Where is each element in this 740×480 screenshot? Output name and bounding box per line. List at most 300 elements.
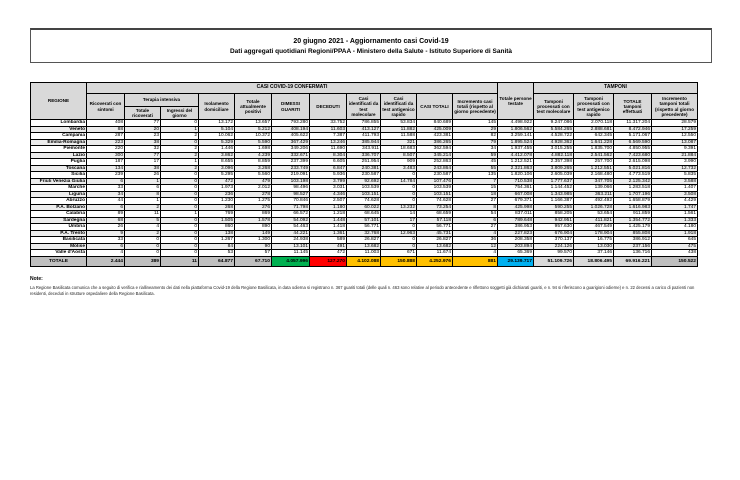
data-cell: 54.092 [272,217,310,224]
data-cell: 278 [235,191,272,198]
data-cell: 3.862 [199,152,235,159]
total-data-cell: 64.877 [199,256,235,266]
data-cell: 6.605 [310,159,347,166]
data-cell: 1 [161,126,199,133]
data-cell: 38 [125,139,161,146]
data-cell: 98.527 [272,191,310,198]
data-cell: 3.483 [381,165,417,172]
data-cell: 4.346 [310,191,347,198]
header-isolamento: Isolamento domiciliare [199,94,235,120]
data-cell: 16.775 [574,237,614,244]
data-cell: 1.144.452 [534,185,574,192]
data-cell: 38 [125,165,161,172]
data-cell: 3.799 [310,178,347,185]
data-cell: 11.003 [347,250,381,257]
total-data-cell: 4.252.976 [417,256,453,266]
report-subtitle: Dati aggregati quotidiani Regioni/PPAA - Ministero della Salute - Istituto Superiore di Sanità [229,47,513,55]
note-text: La Regione Basilicata comunica che a seguito di verifica e riallineamento dei dati nella piattaforma Covid-19 della Regione Basilicata, in data odierna si registrano n. 367 guariti totali (delle quali n. 463 sono relative al periodo antecedente e riflettono soggetti già dichiarati guariti, e n. 94 si riferiscono a guarigioni odierne) e n. 22 decessi a carico di pazienti non residenti, deceduti in strutture ospedaliere della Regione Basilicata. [30,285,695,296]
data-cell: 1.505 [199,217,235,224]
note-block [30,276,712,296]
header-ricoverati: Ricoverati con sintomi [87,94,125,120]
data-cell: 66.572 [272,211,310,218]
data-cell: 1.425.179 [614,224,652,231]
data-cell: 18.683 [381,146,417,153]
header-group-casi: CASI COVID-19 CONFERMATI [87,83,498,94]
data-cell: 0 [161,204,199,211]
total-data-cell: 18.806.495 [574,256,614,266]
data-cell: 0 [125,237,161,244]
data-cell: 0 [381,191,417,198]
data-cell: 5.560 [235,172,272,179]
data-cell: 1 [125,178,161,185]
data-cell: 2 [161,133,199,140]
data-cell: 1 [161,211,199,218]
data-cell: 6 [453,217,498,224]
data-cell: 405.622 [272,133,310,140]
data-cell: 44 [87,198,125,205]
region-name-cell: P.A. Bolzano [31,204,87,211]
data-cell: 2.605.039 [534,172,574,179]
data-cell: 45 [453,159,498,166]
data-cell: 53.834 [381,120,417,127]
data-cell: 77 [125,120,161,127]
data-cell: 786.855 [347,120,381,127]
data-cell: 252.863 [417,159,453,166]
region-name-cell: Sardegna [31,217,87,224]
data-cell: 230.587 [347,172,381,179]
data-cell: 1.895.524 [498,139,534,146]
data-cell: 0 [161,120,199,127]
data-cell: 3.268 [235,165,272,172]
data-cell: 492.492 [574,198,614,205]
data-cell: 321 [381,139,417,146]
data-cell: 107.476 [417,178,453,185]
data-cell: 24.938 [272,237,310,244]
data-cell: 840.689 [417,120,453,127]
header-group-tamponi: TAMPONI [534,83,698,94]
data-cell: 491 [310,243,347,250]
data-cell: 890 [235,224,272,231]
data-cell: 642.345 [574,133,614,140]
data-cell: 2.168.480 [574,172,614,179]
total-data-cell: 389 [125,256,161,266]
data-cell: 77 [125,152,161,159]
region-name-cell: Toscana [31,165,87,172]
data-cell: 103.151 [417,191,453,198]
region-name-cell: Valle d'Aosta [31,250,87,257]
data-cell: 56.771 [347,224,381,231]
data-cell: 54.463 [272,224,310,231]
data-cell: 4.850.955 [614,146,652,153]
data-cell: 1.361 [310,230,347,237]
data-cell: 942.951 [534,217,574,224]
data-cell: 3.031 [310,185,347,192]
data-cell: 336.707 [347,152,381,159]
data-cell: 1.446 [199,146,235,153]
data-cell: 57 [235,250,272,257]
data-cell: 60.022 [347,204,381,211]
data-cell: 858.205 [534,211,574,218]
data-cell: 345.214 [417,152,453,159]
data-cell: 5.936 [310,172,347,179]
table-header [31,83,698,120]
data-cell: 1.973 [199,185,235,192]
data-cell: 4.180 [652,224,698,231]
data-cell: 79 [453,139,498,146]
data-cell: 23 [125,133,161,140]
total-data-cell: 69.916.221 [614,256,652,266]
header-positivi: Totale attualmente positivi [235,94,272,120]
data-cell: 34 [87,191,125,198]
data-cell: 837.011 [498,211,534,218]
data-cell: 386.953 [498,224,534,231]
data-cell: 11.882 [381,126,417,133]
data-cell: 349.206 [272,146,310,153]
data-cell: 26.827 [417,237,453,244]
data-cell: 6 [125,185,161,192]
header-incremento-casi: Incremento casi totali (rispetto al giorno precedente) [453,94,498,120]
data-cell: 11.588 [381,133,417,140]
data-cell: 20 [125,126,161,133]
region-name-cell: Abruzzo [31,198,87,205]
data-cell: 4 [453,230,498,237]
data-cell: 2.507 [310,198,347,205]
data-cell: 472 [199,178,235,185]
data-cell: 236 [199,191,235,198]
data-cell: 29 [453,126,498,133]
note-label: Note: [30,276,43,282]
data-cell: 103.539 [417,185,453,192]
data-cell: 27 [453,198,498,205]
data-cell: 287 [87,133,125,140]
total-row [31,256,698,266]
data-cell: 251.954 [347,159,381,166]
data-cell: 679.371 [498,198,534,205]
data-cell: 423.381 [417,133,453,140]
data-cell: 363.211 [574,191,614,198]
data-cell: 1.180 [310,204,347,211]
data-cell: 4.239 [235,152,272,159]
total-data-cell: 2.444 [87,256,125,266]
data-cell: 44.221 [272,230,310,237]
data-cell: 370.137 [534,237,574,244]
data-cell: 2.321.863 [498,165,534,172]
data-cell: 2.357.398 [534,159,574,166]
data-cell: 1.300 [235,237,272,244]
data-cell: 10.062 [199,133,235,140]
data-cell: 5.021.816 [614,165,652,172]
data-cell: 7 [453,178,498,185]
data-cell: 0 [161,185,199,192]
data-cell: 70.846 [272,198,310,205]
data-cell: 240.381 [347,165,381,172]
data-cell: 671 [381,250,417,257]
data-cell: 17 [125,159,161,166]
region-name-cell: Sicilia [31,172,87,179]
data-cell: 0 [161,217,199,224]
data-cell: 208.358 [498,237,534,244]
data-cell: 33 [87,237,125,244]
data-cell: 8.859 [235,159,272,166]
data-cell: 13.172 [199,120,235,127]
data-cell: 911.859 [614,211,652,218]
data-cell: 909 [381,159,417,166]
data-cell: 14.784 [381,178,417,185]
data-cell: 5.295 [199,172,235,179]
data-cell: 4.928.362 [534,139,574,146]
data-cell: 32 [125,146,161,153]
data-cell: 3.809.265 [534,165,574,172]
data-cell: 408.194 [272,126,310,133]
data-cell: 237.399 [272,159,310,166]
data-cell: 28.579 [652,120,698,127]
total-data-cell: 51.109.726 [534,256,574,266]
data-cell: 5.212 [235,126,272,133]
data-cell: 82 [453,133,498,140]
data-cell: 5 [125,217,161,224]
data-cell: 7.387 [310,133,347,140]
region-name-cell: Campania [31,133,87,140]
data-cell: 37.146 [574,250,614,257]
data-cell: 362.594 [417,146,453,153]
data-cell: 855.808 [614,230,652,237]
data-cell: 4 [87,250,125,257]
data-cell: 1.026.728 [574,204,614,211]
data-cell: 13.232 [381,204,417,211]
data-cell: 1.641.228 [574,139,614,146]
data-cell: 13.682 [417,243,453,250]
data-cell: 32.768 [347,230,381,237]
data-cell: 1.777.637 [534,178,574,185]
data-cell: 17 [381,217,417,224]
header-casi-antigenico: Casi identificati da test antigenico rapido [381,94,417,120]
data-cell: 0 [381,243,417,250]
data-cell: 18 [453,191,498,198]
header-casi-totali: CASI TOTALI [417,94,453,120]
data-cell: 411.821 [574,217,614,224]
data-cell: 2 [125,230,161,237]
data-cell: 343.911 [347,146,381,153]
data-cell: 257.700 [574,159,614,166]
data-cell: 386.912 [614,237,652,244]
data-cell: 13.682 [347,243,381,250]
data-cell: 53.654 [574,211,614,218]
data-cell: 3.015.255 [534,146,574,153]
covid-data-table [30,82,698,267]
region-name-cell: Molise [31,243,87,250]
data-cell: 73.254 [417,204,453,211]
data-cell: 1.343.985 [534,191,574,198]
data-cell: 237.156 [614,243,652,250]
data-cell: 13.087 [652,139,698,146]
data-cell: 12 [453,243,498,250]
data-cell: 367.429 [272,139,310,146]
data-cell: 590.255 [534,204,574,211]
data-cell: 0 [161,243,199,250]
data-cell: 233.749 [272,165,310,172]
data-cell: 1.448 [310,217,347,224]
data-cell: 11.690 [310,146,347,153]
data-cell: 26.827 [347,237,381,244]
data-cell: 0 [381,172,417,179]
data-cell: 2 [125,204,161,211]
header-tamponi-totale: TOTALE tamponi effettuati [614,94,652,120]
data-cell: 1.218 [310,211,347,218]
data-cell: 789.648 [498,217,534,224]
data-cell: 149 [235,230,272,237]
data-cell: 68.659 [417,211,453,218]
data-cell: 1.698 [235,146,272,153]
header-persone-testate: Totale persone testate [498,83,534,120]
data-cell: 145 [453,120,498,127]
data-cell: 6.569.590 [614,139,652,146]
data-cell: 0 [381,185,417,192]
title-box [30,28,712,63]
data-cell: 0 [125,250,161,257]
data-cell: 33 [87,185,125,192]
data-cell: 1.283.518 [614,185,652,192]
data-cell: 17.259 [652,126,698,133]
data-cell: 2.070.118 [574,120,614,127]
region-name-cell: Calabria [31,211,87,218]
data-cell: 27 [453,224,498,231]
data-cell: 8.304 [310,152,347,159]
data-cell: 1.212.551 [574,165,614,172]
data-cell: 6 [87,178,125,185]
data-cell: 0 [161,250,199,257]
data-cell: 4.429 [652,198,698,205]
data-cell: 3.508 [652,191,698,198]
data-cell: 332.671 [272,152,310,159]
total-data-cell: 150.888 [381,256,417,266]
data-cell: 710.538 [498,178,534,185]
region-name-cell: Marche [31,185,87,192]
data-cell: 1.267 [199,237,235,244]
data-cell: 1 [161,159,199,166]
data-cell: 21.884 [652,152,698,159]
data-cell: 88 [87,126,125,133]
data-cell: 268 [199,204,235,211]
data-cell: 386.265 [417,139,453,146]
data-cell: 12.963 [381,230,417,237]
data-cell: 479 [235,178,272,185]
data-cell: 99.570 [534,250,574,257]
data-cell: 645 [652,237,698,244]
data-cell: 9.247.086 [534,120,574,127]
data-cell: 1.418 [310,224,347,231]
region-name-cell: Basilicata [31,237,87,244]
total-label-cell: TOTALE [31,256,87,266]
data-cell: 6.847 [310,165,347,172]
data-cell: 1.578 [235,217,272,224]
data-cell: 1.275 [235,198,272,205]
data-cell: 74.628 [347,198,381,205]
data-cell: 90 [235,243,272,250]
header-dimessi: DIMESSI GUARITI [272,94,310,120]
data-cell: 2 [161,152,199,159]
data-cell: 5.104 [199,126,235,133]
total-data-cell: 67.710 [235,256,272,266]
data-cell: 239 [87,172,125,179]
data-cell: 3.259.141 [498,133,534,140]
header-casi-molecolare: Casi identificati da test molecolare [347,94,381,120]
header-deceduti: DECEDUTI [310,94,347,120]
region-name-cell: Puglia [31,159,87,166]
data-cell: 8.655 [199,159,235,166]
data-cell: 13.657 [235,120,272,127]
data-cell: 1.937.455 [498,146,534,153]
data-cell: 0 [125,243,161,250]
data-cell: 7.423.680 [614,152,652,159]
region-name-cell: Umbria [31,224,87,231]
data-cell: 957.630 [534,224,574,231]
data-cell: 15 [453,185,498,192]
data-cell: 36 [453,237,498,244]
data-cell: 9.391 [652,146,698,153]
header-tamponi-antigenico: Tamponi processati con test antigenico rapido [574,94,614,120]
data-cell: 0 [161,224,199,231]
data-cell: 1.166.387 [534,198,574,205]
header-tamponi-molecolare: Tamponi processati con test molecolare [534,94,574,120]
total-data-cell: 29.139.717 [498,256,534,266]
data-cell: 55 [453,165,498,172]
data-cell: 2 [161,165,199,172]
data-cell: 5.584.265 [534,126,574,133]
data-cell: 1.835.700 [574,146,614,153]
data-cell: 53 [199,250,235,257]
data-cell: 0 [381,224,417,231]
data-cell: 589 [310,237,347,244]
data-cell: 13.030 [574,243,614,250]
data-cell: 220 [87,146,125,153]
data-cell: 8 [453,204,498,211]
data-cell: 1.806.562 [498,126,534,133]
header-regione: REGIONE [31,83,87,120]
data-cell: 1 [125,198,161,205]
data-cell: 65.369 [498,250,534,257]
table-body [31,120,698,267]
data-cell: 8.472.946 [614,126,652,133]
data-cell: 425.998 [498,204,534,211]
data-cell: 2.615.098 [614,159,652,166]
data-cell: 475 [652,243,698,250]
data-cell: 769 [199,211,235,218]
total-data-cell: 150.522 [652,256,698,266]
data-cell: 33.752 [310,120,347,127]
data-cell: 1.820.106 [498,172,534,179]
region-name-cell: Lazio [31,152,87,159]
data-cell: 4 [125,224,161,231]
data-cell: 71.798 [272,204,310,211]
data-cell: 408 [87,120,125,127]
data-cell: 4.882.118 [534,152,574,159]
data-cell: 98.496 [272,185,310,192]
data-cell: 472 [310,250,347,257]
data-cell: 2.012 [235,185,272,192]
data-cell: 103.539 [347,185,381,192]
data-cell: 8 [125,191,161,198]
data-cell: 4.412.078 [498,152,534,159]
data-cell: 6 [87,243,125,250]
data-cell: 5.329 [199,139,235,146]
data-cell: 300 [87,152,125,159]
region-name-cell: Emilia-Romagna [31,139,87,146]
data-cell: 413.127 [347,126,381,133]
data-cell: 0 [161,230,199,237]
data-cell: 385.944 [347,139,381,146]
header-terapia-intensiva: Terapia intensiva [125,94,199,107]
data-cell: 203.894 [498,243,534,250]
